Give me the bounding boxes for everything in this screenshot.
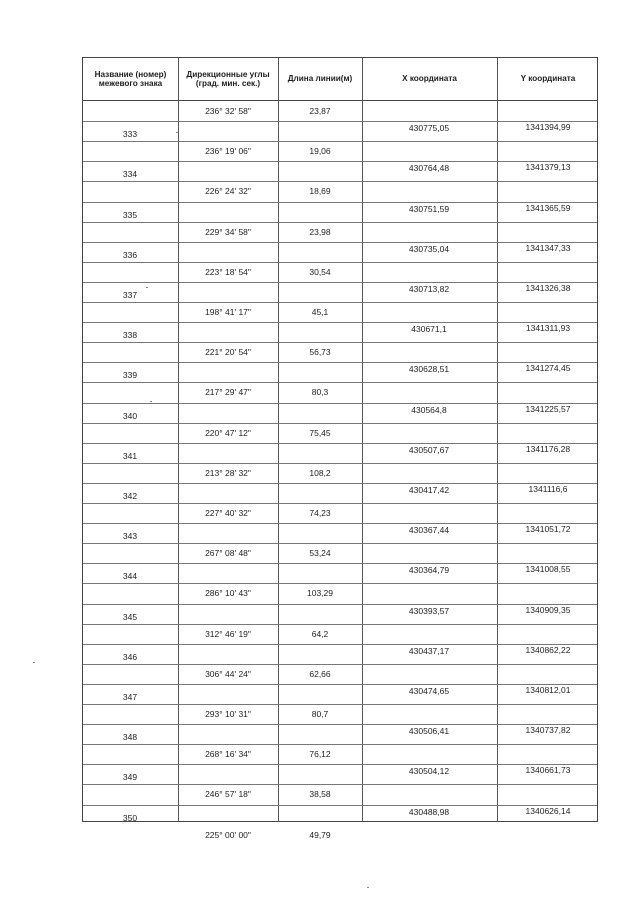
direction-angle-cell: 225° 00' 00" [205, 829, 251, 840]
row-divider [83, 282, 597, 283]
line-length-cell: 23,98 [309, 226, 331, 237]
row-divider [83, 604, 597, 605]
y-coordinate-cell: 1341326,38 [525, 282, 571, 293]
row-divider [83, 764, 597, 765]
line-length-cell: 56,73 [309, 347, 331, 358]
y-coordinate-cell: 1341008,55 [525, 564, 571, 575]
line-length-cell: 23,87 [309, 106, 331, 117]
point-number-cell: 349 [122, 772, 138, 783]
x-coordinate-cell: 430367,44 [408, 525, 450, 536]
header-direction-angle: Дирекционные углы (град. мин. сек.) [186, 69, 270, 88]
direction-angle-cell: 198° 41' 17" [205, 307, 251, 318]
x-coordinate-cell: 430506,41 [408, 726, 450, 737]
x-coordinate-cell: 430417,42 [408, 484, 450, 495]
y-coordinate-cell: 1341394,99 [525, 122, 571, 133]
row-divider [83, 222, 597, 223]
point-number-cell: 343 [122, 531, 138, 542]
line-length-cell: 76,12 [309, 749, 331, 760]
y-coordinate-cell: 1341379,13 [525, 162, 571, 173]
point-number-cell: 339 [122, 370, 138, 381]
x-coordinate-cell: 430488,98 [408, 806, 450, 817]
line-length-cell: 18,69 [309, 186, 331, 197]
direction-angle-cell: 221° 20' 54" [205, 347, 251, 358]
x-coordinate-cell: 430564,8 [411, 404, 447, 415]
row-divider [83, 543, 597, 544]
row-divider [83, 423, 597, 424]
point-number-cell: 334 [122, 169, 138, 180]
point-number-cell: 347 [122, 691, 138, 702]
header-x-coordinate: X координата [402, 74, 457, 84]
row-divider [83, 503, 597, 504]
y-coordinate-cell: 1340626,14 [525, 805, 571, 816]
y-coordinate-cell: 1341347,33 [525, 242, 571, 253]
point-number-cell: 338 [122, 330, 138, 341]
row-divider [83, 704, 597, 705]
direction-angle-cell: 268° 16' 34" [205, 749, 251, 760]
line-length-cell: 38,58 [309, 789, 331, 800]
y-coordinate-cell: 1341051,72 [525, 524, 571, 535]
x-coordinate-cell: 430671,1 [411, 324, 447, 335]
y-coordinate-cell: 1340909,35 [525, 604, 571, 615]
y-coordinate-cell: 1340737,82 [525, 725, 571, 736]
row-divider [83, 805, 597, 806]
point-number-cell: 350 [122, 812, 138, 823]
row-divider [83, 664, 597, 665]
y-coordinate-cell: 1341365,59 [525, 202, 571, 213]
row-divider [83, 523, 597, 524]
row-divider [83, 624, 597, 625]
row-divider [83, 744, 597, 745]
x-coordinate-cell: 430628,51 [408, 364, 450, 375]
direction-angle-cell: 223° 18' 54" [205, 266, 251, 277]
scan-speck [367, 887, 369, 888]
point-number-cell: 342 [122, 490, 138, 501]
y-coordinate-cell: 1341176,28 [525, 443, 571, 454]
direction-angle-cell: 217° 29' 47" [205, 387, 251, 398]
line-length-cell: 80,7 [311, 709, 329, 720]
boundary-coordinates-table [82, 57, 598, 840]
line-length-cell: 62,66 [309, 668, 331, 679]
scan-speck [146, 287, 148, 288]
row-divider [83, 784, 597, 785]
direction-angle-cell: 306° 44' 24" [205, 668, 251, 679]
row-divider [83, 463, 597, 464]
point-number-cell: 346 [122, 651, 138, 662]
point-number-cell: 344 [122, 571, 138, 582]
line-length-cell: 30,54 [309, 266, 331, 277]
line-length-cell: 103,29 [307, 588, 333, 599]
row-divider [83, 242, 597, 243]
x-coordinate-cell: 430437,17 [408, 645, 450, 656]
direction-angle-cell: 236° 32' 58" [205, 106, 251, 117]
y-coordinate-cell: 1341225,57 [525, 403, 571, 414]
line-length-cell: 75,45 [309, 427, 331, 438]
line-length-cell: 49,79 [309, 829, 331, 840]
y-coordinate-cell: 1340862,22 [525, 644, 571, 655]
row-divider [83, 161, 597, 162]
row-divider [83, 202, 597, 203]
line-length-cell: 74,23 [309, 508, 331, 519]
point-number-cell: 348 [122, 732, 138, 743]
row-divider [83, 382, 597, 383]
x-coordinate-cell: 430764,48 [408, 163, 450, 174]
x-coordinate-cell: 430393,57 [408, 605, 450, 616]
y-coordinate-cell: 1341311,93 [525, 323, 571, 334]
direction-angle-cell: 236° 19' 06" [205, 146, 251, 157]
row-divider [83, 121, 597, 122]
x-coordinate-cell: 430751,59 [408, 203, 450, 214]
point-number-cell: 335 [122, 209, 138, 220]
line-length-cell: 108,2 [309, 467, 331, 478]
direction-angle-cell: 293° 10' 31" [205, 709, 251, 720]
header-line-length: Длина линии(м) [287, 74, 353, 84]
direction-angle-cell: 246° 57' 18" [205, 789, 251, 800]
row-divider [83, 563, 597, 564]
line-length-cell: 64,2 [311, 628, 329, 639]
header-y-coordinate: Y координата [520, 74, 576, 84]
table-header [83, 58, 597, 101]
y-coordinate-cell: 1341116,6 [528, 483, 568, 494]
row-divider [83, 644, 597, 645]
direction-angle-cell: 220° 47' 12" [205, 427, 251, 438]
header-point-name: Название (номер) межевого знака [94, 69, 167, 88]
row-divider [83, 141, 597, 142]
row-divider [83, 724, 597, 725]
x-coordinate-cell: 430504,12 [408, 766, 450, 777]
x-coordinate-cell: 430713,82 [408, 283, 450, 294]
column-divider [362, 58, 363, 821]
column-divider [278, 58, 279, 821]
row-divider [83, 302, 597, 303]
direction-angle-cell: 229° 34' 58" [205, 226, 251, 237]
row-divider [83, 483, 597, 484]
scan-speck [33, 662, 35, 663]
direction-angle-cell: 226° 24' 32" [205, 186, 251, 197]
direction-angle-cell: 312° 46' 19" [205, 628, 251, 639]
column-divider [178, 58, 179, 821]
point-number-cell: 336 [122, 249, 138, 260]
point-number-cell: 340 [122, 410, 138, 421]
row-divider [83, 262, 597, 263]
x-coordinate-cell: 430364,79 [408, 565, 450, 576]
row-divider [83, 443, 597, 444]
y-coordinate-cell: 1341274,45 [525, 363, 571, 374]
row-divider [83, 181, 597, 182]
row-divider [83, 403, 597, 404]
point-number-cell: 337 [122, 289, 138, 300]
point-number-cell: 333 [122, 129, 138, 140]
row-divider [83, 583, 597, 584]
direction-angle-cell: 213° 28' 32" [205, 467, 251, 478]
x-coordinate-cell: 430507,67 [408, 444, 450, 455]
column-divider [497, 58, 498, 821]
line-length-cell: 80,3 [311, 387, 329, 398]
row-divider [83, 362, 597, 363]
row-divider [83, 342, 597, 343]
line-length-cell: 53,24 [309, 548, 331, 559]
scan-speck [176, 132, 178, 133]
point-number-cell: 341 [122, 450, 138, 461]
point-number-cell: 345 [122, 611, 138, 622]
direction-angle-cell: 227° 40' 32" [205, 508, 251, 519]
line-length-cell: 19,06 [309, 146, 331, 157]
x-coordinate-cell: 430775,05 [408, 123, 450, 134]
y-coordinate-cell: 1340661,73 [525, 765, 571, 776]
direction-angle-cell: 267° 08' 48" [205, 548, 251, 559]
direction-angle-cell: 286° 10' 43" [205, 588, 251, 599]
scan-speck [150, 401, 152, 402]
y-coordinate-cell: 1340812,01 [525, 684, 571, 695]
row-divider [83, 322, 597, 323]
line-length-cell: 45,1 [311, 307, 329, 318]
row-divider [83, 684, 597, 685]
x-coordinate-cell: 430474,65 [408, 685, 450, 696]
x-coordinate-cell: 430735,04 [408, 243, 450, 254]
